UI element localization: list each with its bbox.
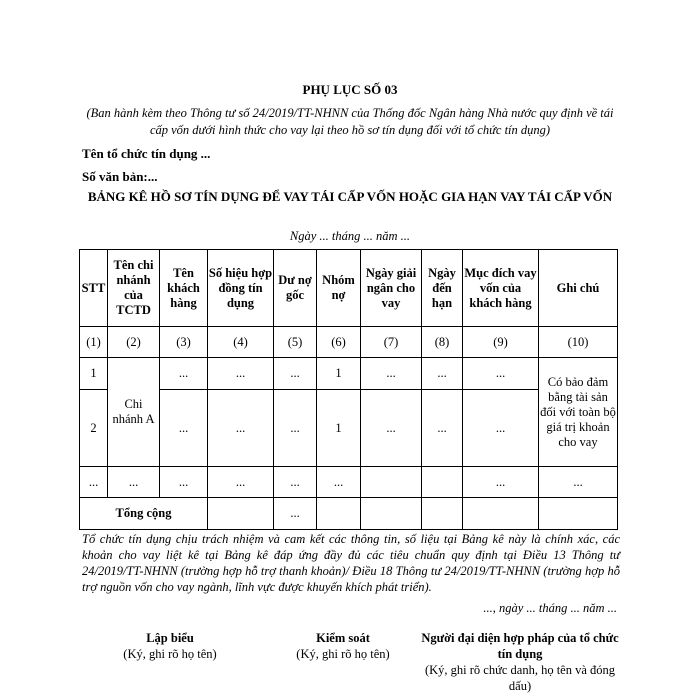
- col-number: (3): [160, 327, 208, 358]
- header-purpose: Mục đích vay vốn của khách hàng: [463, 250, 539, 327]
- cell-customer: ...: [160, 467, 208, 498]
- cell-stt: ...: [80, 467, 108, 498]
- cell-debt-group: 1: [317, 390, 361, 467]
- signature-controller: [268, 630, 418, 662]
- credit-file-table: [79, 249, 618, 530]
- col-number: (5): [274, 327, 317, 358]
- total-row: [80, 498, 618, 530]
- col-number: (4): [208, 327, 274, 358]
- controller-role: Kiểm soát: [316, 631, 370, 645]
- header-customer: Tên khách hàng: [160, 250, 208, 327]
- cell-customer: ...: [160, 390, 208, 467]
- header-contract: Số hiệu hợp đồng tín dụng: [208, 250, 274, 327]
- header-principal: Dư nợ gốc: [274, 250, 317, 327]
- col-number: (8): [422, 327, 463, 358]
- cell-disbursement-date: ...: [361, 358, 422, 390]
- cell-purpose: ...: [463, 467, 539, 498]
- header-disbursement-date: Ngày giải ngân cho vay: [361, 250, 422, 327]
- col-number: (1): [80, 327, 108, 358]
- cell-branch: ...: [108, 467, 160, 498]
- commitment-statement: Tổ chức tín dụng chịu trách nhiệm và cam kết các thông tin, số liệu tại Bảng kê này là chính xác, các khoản cho vay liệt kê tại Bảng kê đáp ứng đầy đủ các tiêu chuẩn quy định tại Điều 13 Thông tư 24/2019/TT-NHNN (trường hợp hỗ trợ thanh khoản)/ Điều 18 Thông tư 24/2019/TT-NHNN (trường hợp hỗ trợ nguồn vốn cho vay ngành, lĩnh vực được khuyến khích phát triển).: [82, 532, 620, 594]
- cell-due-date: [422, 467, 463, 498]
- cell-disbursement-date: [361, 498, 422, 530]
- cell-branch: Chi nhánh A: [108, 358, 160, 467]
- cell-stt: 1: [80, 358, 108, 390]
- cell-contract: [208, 498, 274, 530]
- appendix-subtitle: (Ban hành kèm theo Thông tư số 24/2019/TT-NHNN của Thống đốc Ngân hàng Nhà nước quy định về tái cấp vốn dưới hình thức cho vay lại theo hồ sơ tín dụng đối với tổ chức tín dụng): [86, 106, 614, 137]
- cell-principal: ...: [274, 358, 317, 390]
- cell-due-date: ...: [422, 390, 463, 467]
- doc-number-label: Số văn bản:...: [82, 169, 158, 184]
- representative-note: (Ký, ghi rõ chức danh, họ tên và đóng dấu): [424, 663, 616, 693]
- column-number-row: [80, 327, 618, 358]
- col-number: (9): [463, 327, 539, 358]
- preparer-note: (Ký, ghi rõ họ tên): [123, 647, 217, 661]
- signature-preparer: [100, 630, 240, 662]
- date-line: Ngày ... tháng ... năm ...: [289, 229, 411, 243]
- cell-due-date: ...: [422, 358, 463, 390]
- preparer-role: Lập biểu: [146, 631, 194, 645]
- cell-purpose: ...: [463, 390, 539, 467]
- header-debt-group: Nhóm nợ: [317, 250, 361, 327]
- cell-debt-group: ...: [317, 467, 361, 498]
- table-row: [80, 390, 618, 467]
- total-label: Tổng cộng: [80, 498, 208, 530]
- signing-date: ..., ngày ... tháng ... năm ...: [483, 601, 617, 615]
- cell-contract: ...: [208, 467, 274, 498]
- cell-purpose: ...: [463, 358, 539, 390]
- cell-debt-group: [317, 498, 361, 530]
- cell-note: Có bảo đảm bằng tài sản đối với toàn bộ giá trị khoản cho vay: [539, 358, 618, 467]
- header-stt: STT: [80, 250, 108, 327]
- table-heading: BẢNG KÊ HỒ SƠ TÍN DỤNG ĐỂ VAY TÁI CẤP VỐN HOẶC GIA HẠN VAY TÁI CẤP VỐN: [87, 189, 613, 204]
- representative-role: Người đại diện hợp pháp của tổ chức tín dụng: [421, 631, 619, 661]
- header-note: Ghi chú: [539, 250, 618, 327]
- cell-debt-group: 1: [317, 358, 361, 390]
- cell-customer: ...: [160, 358, 208, 390]
- col-number: (7): [361, 327, 422, 358]
- cell-contract: ...: [208, 390, 274, 467]
- org-name-label: Tên tổ chức tín dụng ...: [82, 146, 211, 161]
- cell-principal: ...: [274, 390, 317, 467]
- table-header-row: [80, 250, 618, 327]
- cell-disbursement-date: ...: [361, 390, 422, 467]
- cell-disbursement-date: [361, 467, 422, 498]
- cell-contract: ...: [208, 358, 274, 390]
- table-row: [80, 358, 618, 390]
- header-branch: Tên chi nhánh của TCTD: [108, 250, 160, 327]
- col-number: (2): [108, 327, 160, 358]
- cell-due-date: [422, 498, 463, 530]
- cell-stt: 2: [80, 390, 108, 467]
- table-row: [80, 467, 618, 498]
- col-number: (10): [539, 327, 618, 358]
- total-principal: ...: [274, 498, 317, 530]
- signature-legal-representative: [420, 630, 620, 694]
- appendix-title: PHỤ LỤC SỐ 03: [302, 82, 398, 97]
- header-due-date: Ngày đến hạn: [422, 250, 463, 327]
- controller-note: (Ký, ghi rõ họ tên): [296, 647, 390, 661]
- col-number: (6): [317, 327, 361, 358]
- cell-note: ...: [539, 467, 618, 498]
- cell-note: [539, 498, 618, 530]
- cell-principal: ...: [274, 467, 317, 498]
- cell-purpose: [463, 498, 539, 530]
